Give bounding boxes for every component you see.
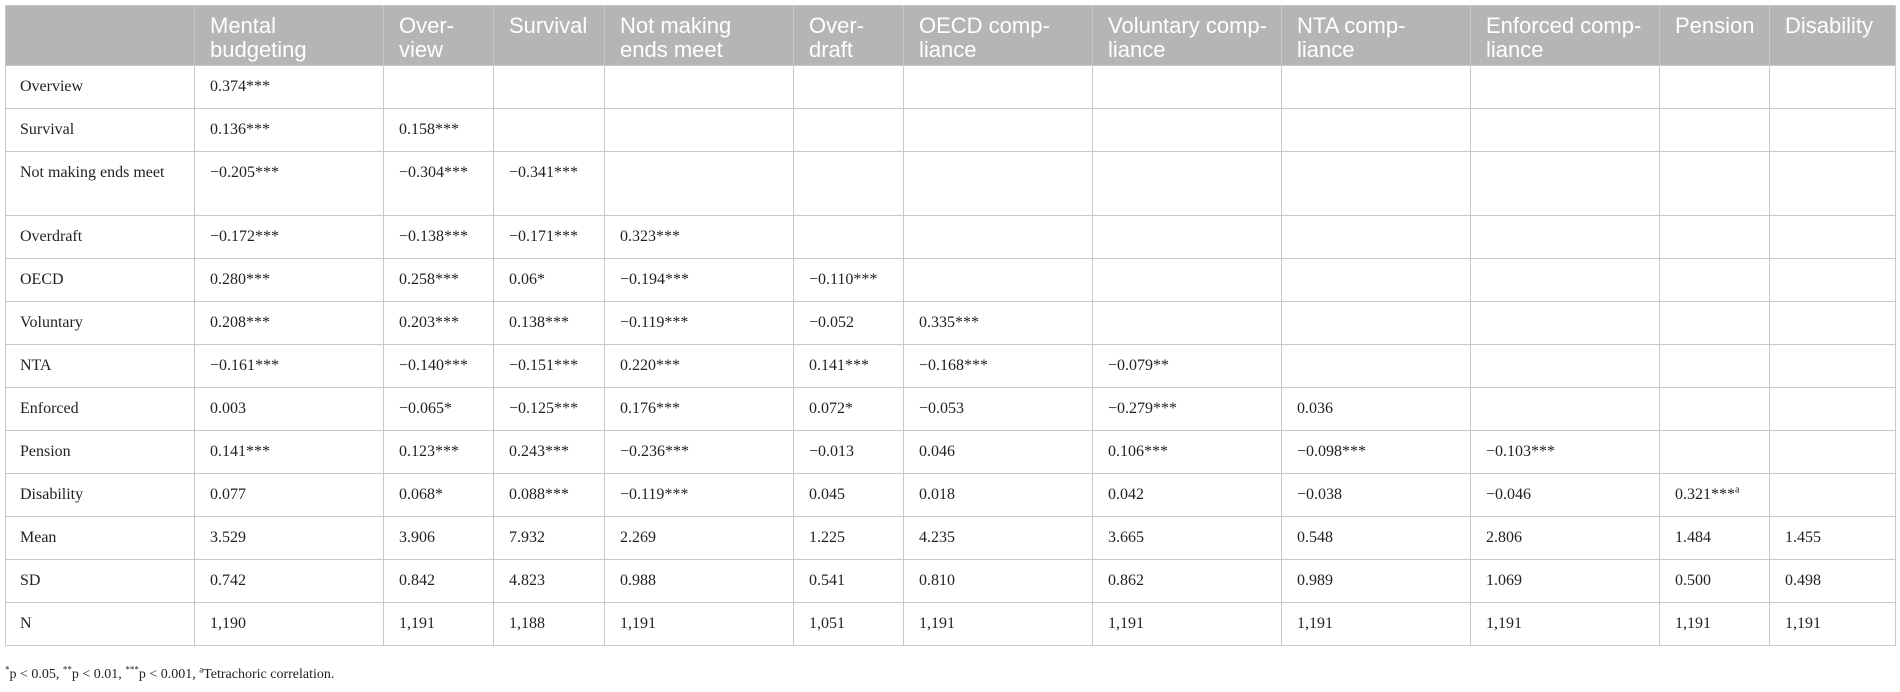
cell-value: 0.220*** [620, 357, 680, 374]
cell-value: −0.052 [809, 314, 855, 331]
table-cell [904, 66, 1093, 109]
cell-value: −0.098*** [1297, 443, 1367, 460]
cell-value: 0.018 [919, 486, 955, 503]
table-cell [794, 603, 904, 646]
table-cell [195, 345, 384, 388]
table-cell [494, 66, 605, 109]
table-cell [384, 560, 494, 603]
cell-value: 1.069 [1486, 572, 1522, 589]
table-row [6, 560, 1896, 603]
cell-value: 1,191 [1297, 615, 1333, 632]
footnote-text: p < 0.001, [138, 667, 200, 682]
cell-value: 0.742 [210, 572, 246, 589]
footnote-marker: *** [125, 664, 139, 675]
table-cell [1770, 388, 1896, 431]
table-cell [1093, 517, 1282, 560]
table-row [6, 302, 1896, 345]
table-cell [794, 259, 904, 302]
cell-value: −0.125*** [509, 400, 579, 417]
cell-value: 1,191 [919, 615, 955, 632]
cell-value: 0.323*** [620, 228, 680, 245]
table-cell [494, 388, 605, 431]
table-cell [605, 388, 794, 431]
table-cell [605, 66, 794, 109]
column-header: NTA comp-liance [1282, 6, 1471, 66]
table-footnote [5, 665, 334, 685]
footnote-marker: ** [62, 664, 72, 675]
table-row [6, 152, 1896, 216]
cell-value: 1,191 [399, 615, 435, 632]
table-cell [1282, 66, 1471, 109]
table-cell [904, 560, 1093, 603]
table-cell [494, 560, 605, 603]
row-label: Pension [6, 431, 195, 474]
cell-value: 0.141*** [210, 443, 270, 460]
table-cell [1471, 474, 1660, 517]
cell-value: 7.932 [509, 529, 545, 546]
table-cell [384, 259, 494, 302]
table-cell [904, 517, 1093, 560]
table-cell [384, 474, 494, 517]
table-cell [605, 152, 794, 216]
cell-value: 0.203*** [399, 314, 459, 331]
footnote-text: p < 0.05, [9, 667, 63, 682]
table-cell [1471, 388, 1660, 431]
cell-value: 0.810 [919, 572, 955, 589]
footnote-marker: a [199, 664, 204, 675]
cell-value: 0.842 [399, 572, 435, 589]
table-cell [1471, 302, 1660, 345]
table-cell [1770, 216, 1896, 259]
cell-value: 2.269 [620, 529, 656, 546]
table-cell [1471, 216, 1660, 259]
table-cell [494, 302, 605, 345]
cell-value: 0.045 [809, 486, 845, 503]
cell-value: 0.068* [399, 486, 443, 503]
table-cell [494, 259, 605, 302]
table-cell [1282, 109, 1471, 152]
table-cell [904, 388, 1093, 431]
cell-value: −0.194*** [620, 271, 690, 288]
table-cell [195, 603, 384, 646]
row-label: Mean [6, 517, 195, 560]
table-cell [384, 517, 494, 560]
table-cell [794, 345, 904, 388]
table-cell [195, 109, 384, 152]
table-cell [195, 259, 384, 302]
table-cell [1660, 603, 1770, 646]
cell-value: 0.123*** [399, 443, 459, 460]
table-cell [794, 302, 904, 345]
table-cell [1282, 216, 1471, 259]
cell-value: 1.455 [1785, 529, 1821, 546]
cell-value: −0.138*** [399, 228, 469, 245]
cell-value: 0.141*** [809, 357, 869, 374]
table-cell [1282, 474, 1471, 517]
cell-value: 1,051 [809, 615, 845, 632]
cell-value: −0.053 [919, 400, 965, 417]
table-cell [1660, 259, 1770, 302]
cell-value: −0.304*** [399, 164, 469, 181]
cell-value: 0.046 [919, 443, 955, 460]
table-cell [1660, 345, 1770, 388]
cell-value: 0.176*** [620, 400, 680, 417]
cell-value: 3.529 [210, 529, 246, 546]
table-body [6, 66, 1896, 646]
table-cell [195, 302, 384, 345]
table-cell [494, 517, 605, 560]
table-cell [384, 388, 494, 431]
table-cell [1282, 259, 1471, 302]
correlation-table-container [5, 5, 1895, 646]
cell-value: −0.140*** [399, 357, 469, 374]
table-cell [605, 560, 794, 603]
cell-value: 0.003 [210, 400, 246, 417]
table-cell [494, 431, 605, 474]
table-cell [384, 152, 494, 216]
table-cell [904, 259, 1093, 302]
cell-value: 1.484 [1675, 529, 1711, 546]
cell-value: −0.013 [809, 443, 855, 460]
cell-value: 0.042 [1108, 486, 1144, 503]
column-header: Survival [494, 6, 605, 66]
footnote-text: p < 0.01, [71, 667, 126, 682]
table-cell [1770, 560, 1896, 603]
table-cell [1471, 66, 1660, 109]
table-cell [195, 66, 384, 109]
table-cell [794, 109, 904, 152]
cell-value: −0.046 [1486, 486, 1532, 503]
cell-value: 1.225 [809, 529, 845, 546]
table-cell [1660, 517, 1770, 560]
table-cell [1770, 259, 1896, 302]
table-cell [195, 216, 384, 259]
table-row [6, 216, 1896, 259]
row-label: Survival [6, 109, 195, 152]
cell-value: 0.258*** [399, 271, 459, 288]
cell-value: 0.208*** [210, 314, 270, 331]
row-label: SD [6, 560, 195, 603]
table-cell [904, 431, 1093, 474]
column-header: Disability [1770, 6, 1896, 66]
table-cell [1770, 603, 1896, 646]
cell-value: 1,191 [620, 615, 656, 632]
column-header: Enforced comp-liance [1471, 6, 1660, 66]
table-cell [1093, 152, 1282, 216]
table-cell [1282, 517, 1471, 560]
cell-value: 4.235 [919, 529, 955, 546]
table-cell [1093, 302, 1282, 345]
cell-value: 1,191 [1675, 615, 1711, 632]
cell-value: −0.119*** [620, 314, 689, 331]
table-row [6, 109, 1896, 152]
cell-value: 0.072* [809, 400, 853, 417]
table-cell [1471, 603, 1660, 646]
cell-value: 0.500 [1675, 572, 1711, 589]
table-cell [1770, 517, 1896, 560]
table-cell [1282, 560, 1471, 603]
cell-value: 0.541 [809, 572, 845, 589]
table-cell [605, 216, 794, 259]
table-cell [1282, 431, 1471, 474]
table-cell [1282, 388, 1471, 431]
cell-value: 3.665 [1108, 529, 1144, 546]
table-cell [1471, 259, 1660, 302]
table-cell [1093, 66, 1282, 109]
cell-value: −0.038 [1297, 486, 1343, 503]
table-cell [605, 474, 794, 517]
cell-value: −0.236*** [620, 443, 690, 460]
cell-value: −0.065* [399, 400, 453, 417]
table-cell [1471, 517, 1660, 560]
row-label: Enforced [6, 388, 195, 431]
table-cell [384, 216, 494, 259]
cell-value: 0.243*** [509, 443, 569, 460]
table-cell [384, 302, 494, 345]
table-cell [904, 603, 1093, 646]
cell-value: 0.138*** [509, 314, 569, 331]
table-cell [1660, 560, 1770, 603]
table-cell [1770, 474, 1896, 517]
table-cell [904, 216, 1093, 259]
table-row [6, 66, 1896, 109]
row-label: Overview [6, 66, 195, 109]
cell-value: 0.06* [509, 271, 545, 288]
table-cell [1660, 216, 1770, 259]
table-cell [494, 345, 605, 388]
cell-value: −0.161*** [210, 357, 280, 374]
table-cell [605, 302, 794, 345]
table-cell [1093, 474, 1282, 517]
table-cell [195, 560, 384, 603]
table-cell [384, 431, 494, 474]
cell-value: −0.172*** [210, 228, 280, 245]
table-cell [1770, 66, 1896, 109]
table-cell [1471, 152, 1660, 216]
cell-value: 0.136*** [210, 121, 270, 138]
table-cell [1093, 388, 1282, 431]
table-cell [1093, 345, 1282, 388]
table-cell [1282, 302, 1471, 345]
table-cell [494, 152, 605, 216]
cell-value: 0.077 [210, 486, 246, 503]
header-corner [6, 6, 195, 66]
footnote-text: Tetrachoric correlation. [203, 667, 335, 682]
table-cell [1770, 302, 1896, 345]
table-cell [1471, 345, 1660, 388]
cell-value: 1,191 [1785, 615, 1821, 632]
column-header: Over-view [384, 6, 494, 66]
table-cell [794, 216, 904, 259]
table-row [6, 345, 1896, 388]
table-cell [1093, 603, 1282, 646]
cell-value: 1,188 [509, 615, 545, 632]
table-cell [1282, 603, 1471, 646]
table-cell [794, 388, 904, 431]
table-cell [195, 431, 384, 474]
table-row [6, 388, 1896, 431]
cell-value: 0.158*** [399, 121, 459, 138]
table-cell [605, 517, 794, 560]
table-cell [1770, 345, 1896, 388]
cell-value: 4.823 [509, 572, 545, 589]
cell-value: 0.374*** [210, 78, 270, 95]
table-row [6, 517, 1896, 560]
cell-value: −0.103*** [1486, 443, 1556, 460]
cell-value: 0.548 [1297, 529, 1333, 546]
cell-value: −0.205*** [210, 164, 280, 181]
table-cell [1660, 66, 1770, 109]
table-cell [494, 109, 605, 152]
table-cell [1660, 302, 1770, 345]
table-cell [1282, 152, 1471, 216]
table-cell [605, 603, 794, 646]
row-label: Not making ends meet [6, 152, 195, 216]
table-cell [384, 345, 494, 388]
table-cell [1471, 431, 1660, 474]
table-cell [384, 109, 494, 152]
table-cell [904, 152, 1093, 216]
table-cell [384, 66, 494, 109]
cell-value: −0.119*** [620, 486, 689, 503]
table-cell [794, 560, 904, 603]
table-cell [794, 517, 904, 560]
table-cell [1093, 431, 1282, 474]
table-cell [904, 474, 1093, 517]
row-label: N [6, 603, 195, 646]
cell-value: −0.151*** [509, 357, 579, 374]
table-cell [1660, 431, 1770, 474]
header-row [6, 6, 1896, 66]
cell-value: 3.906 [399, 529, 435, 546]
table-cell [195, 152, 384, 216]
column-header: Over-draft [794, 6, 904, 66]
cell-value: 0.106*** [1108, 443, 1168, 460]
table-cell [904, 302, 1093, 345]
table-cell [494, 216, 605, 259]
tetrachoric-marker: a [1735, 484, 1740, 496]
table-cell [1093, 109, 1282, 152]
cell-value: 0.280*** [210, 271, 270, 288]
table-cell [1093, 216, 1282, 259]
row-label: Voluntary [6, 302, 195, 345]
column-header: Voluntary comp-liance [1093, 6, 1282, 66]
footnote-marker: * [5, 664, 10, 675]
table-cell [1660, 109, 1770, 152]
table-cell [794, 152, 904, 216]
column-header: OECD comp-liance [904, 6, 1093, 66]
table-cell [1093, 259, 1282, 302]
cell-value: 1,191 [1108, 615, 1144, 632]
row-label: OECD [6, 259, 195, 302]
table-cell [1660, 388, 1770, 431]
cell-value: 0.988 [620, 572, 656, 589]
table-cell [794, 431, 904, 474]
cell-value: 2.806 [1486, 529, 1522, 546]
cell-value: −0.110*** [809, 271, 878, 288]
table-cell [1471, 109, 1660, 152]
cell-value: 0.989 [1297, 572, 1333, 589]
row-label: NTA [6, 345, 195, 388]
table-cell [494, 603, 605, 646]
cell-value: 0.335*** [919, 314, 979, 331]
correlation-table [5, 5, 1896, 646]
cell-value: 0.498 [1785, 572, 1821, 589]
table-cell [605, 109, 794, 152]
table-cell [605, 345, 794, 388]
cell-value: 1,190 [210, 615, 246, 632]
cell-value: 0.321*** [1675, 486, 1735, 503]
cell-value: −0.341*** [509, 164, 579, 181]
table-cell [384, 603, 494, 646]
cell-value: −0.279*** [1108, 400, 1178, 417]
table-row [6, 259, 1896, 302]
table-row [6, 603, 1896, 646]
cell-value: −0.168*** [919, 357, 989, 374]
table-row [6, 474, 1896, 517]
row-label: Disability [6, 474, 195, 517]
table-cell [794, 66, 904, 109]
cell-value: 0.036 [1297, 400, 1333, 417]
column-header: Not making ends meet [605, 6, 794, 66]
column-header: Pension [1660, 6, 1770, 66]
table-cell [1282, 345, 1471, 388]
table-cell [195, 517, 384, 560]
table-cell [195, 474, 384, 517]
cell-value: −0.171*** [509, 228, 579, 245]
table-cell [1660, 152, 1770, 216]
column-header: Mental budgeting [195, 6, 384, 66]
table-cell [494, 474, 605, 517]
table-cell [904, 345, 1093, 388]
table-row [6, 431, 1896, 474]
cell-value: 1,191 [1486, 615, 1522, 632]
row-label: Overdraft [6, 216, 195, 259]
cell-value: 0.088*** [509, 486, 569, 503]
table-cell [904, 109, 1093, 152]
table-cell [195, 388, 384, 431]
table-cell [1660, 474, 1770, 517]
table-cell [605, 431, 794, 474]
table-cell [605, 259, 794, 302]
table-cell [1093, 560, 1282, 603]
table-cell [794, 474, 904, 517]
cell-value: −0.079** [1108, 357, 1170, 374]
table-cell [1770, 109, 1896, 152]
cell-value: 0.862 [1108, 572, 1144, 589]
table-cell [1770, 431, 1896, 474]
table-cell [1471, 560, 1660, 603]
table-cell [1770, 152, 1896, 216]
